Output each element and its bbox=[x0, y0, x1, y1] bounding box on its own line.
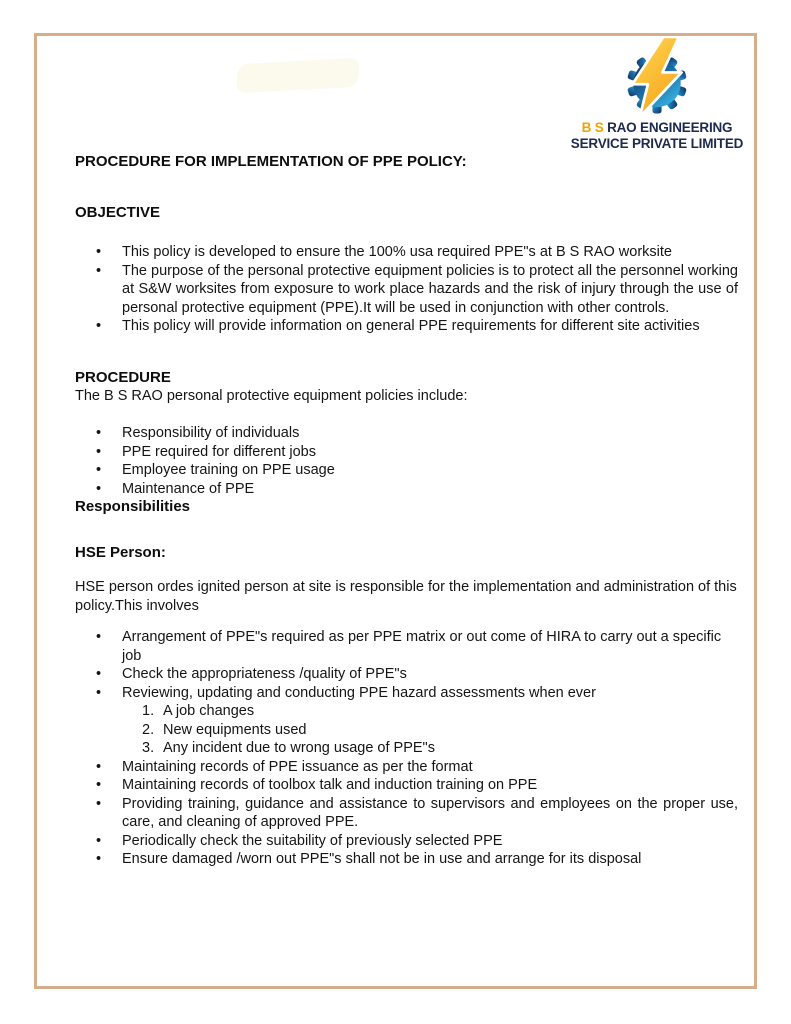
procedure-intro: The B S RAO personal protective equipment policies include: bbox=[75, 387, 468, 404]
responsibilities-heading: Responsibilities bbox=[75, 498, 191, 515]
hse-intro: HSE person ordes ignited person at site is responsible for the implementation and administration of this policy.This involves bbox=[75, 579, 737, 614]
list-item: • Ensure damaged /worn out PPE"s shall not be in use and arrange for its disposal bbox=[75, 850, 738, 869]
sublist-number: 1. bbox=[142, 703, 155, 719]
hse-duty-list bbox=[75, 628, 738, 869]
company-name-line2: SERVICE PRIVATE LIMITED bbox=[570, 136, 744, 151]
hse-person-heading: HSE Person: bbox=[75, 544, 166, 561]
sublist-number: 2. bbox=[142, 721, 155, 738]
sublist-text: New equipments used bbox=[163, 721, 307, 738]
objective-heading: OBJECTIVE bbox=[75, 204, 161, 221]
company-name-rest: RAO ENGINEERING bbox=[603, 120, 733, 135]
list-item: • The purpose of the personal protective equipment policies is to protect all the personnel working at S&W worksites from exposure to work place hazards and the risk of injury through the use of personal protective equipment (PPE).It will be used in conjunction with other controls. bbox=[75, 262, 738, 318]
list-item: • PPE required for different jobs bbox=[75, 443, 738, 462]
list-item: • Arrangement of PPE"s required as per PPE matrix or out come of HIRA to carry out a specific job bbox=[75, 628, 738, 665]
list-item: • Check the appropriateness /quality of PPE"s bbox=[75, 665, 738, 684]
sublist-text: Any incident due to wrong usage of PPE"s bbox=[163, 740, 435, 756]
list-item: • Providing training, guidance and assistance to supervisors and employees on the proper use, care, and cleaning of approved PPE. bbox=[75, 795, 738, 832]
list-item bbox=[75, 684, 738, 758]
list-item: • Responsibility of individuals bbox=[75, 424, 738, 443]
list-item: • Maintaining records of PPE issuance as per the format bbox=[75, 758, 738, 777]
company-logo bbox=[565, 36, 749, 152]
list-item: • Employee training on PPE usage bbox=[75, 461, 738, 480]
company-name-accent: B S bbox=[581, 120, 604, 135]
document-body bbox=[75, 153, 738, 869]
objective-list bbox=[75, 243, 738, 336]
list-item: • This policy is developed to ensure the 100% usa required PPE"s at B S RAO worksite bbox=[75, 243, 738, 262]
gear-lightning-icon bbox=[611, 36, 703, 118]
list-item-text: Reviewing, updating and conducting PPE hazard assessments when ever bbox=[122, 684, 596, 701]
company-name bbox=[565, 120, 749, 152]
sublist-number: 3. bbox=[142, 740, 155, 756]
sublist-item bbox=[75, 739, 738, 758]
procedure-list bbox=[75, 424, 738, 498]
document-title: PROCEDURE FOR IMPLEMENTATION OF PPE POLICY: bbox=[75, 153, 467, 170]
sublist-item bbox=[75, 721, 738, 740]
hazard-assessment-sublist bbox=[75, 702, 738, 758]
sublist-text: A job changes bbox=[163, 703, 255, 719]
list-item: • Maintaining records of toolbox talk and induction training on PPE bbox=[75, 776, 738, 795]
list-item: • This policy will provide information on general PPE requirements for different site activities bbox=[75, 317, 738, 336]
list-item: • Maintenance of PPE bbox=[75, 480, 738, 499]
sublist-item bbox=[75, 702, 738, 721]
list-item: • Periodically check the suitability of previously selected PPE bbox=[75, 832, 738, 851]
company-name-line1 bbox=[565, 120, 749, 136]
procedure-heading: PROCEDURE bbox=[75, 368, 171, 386]
